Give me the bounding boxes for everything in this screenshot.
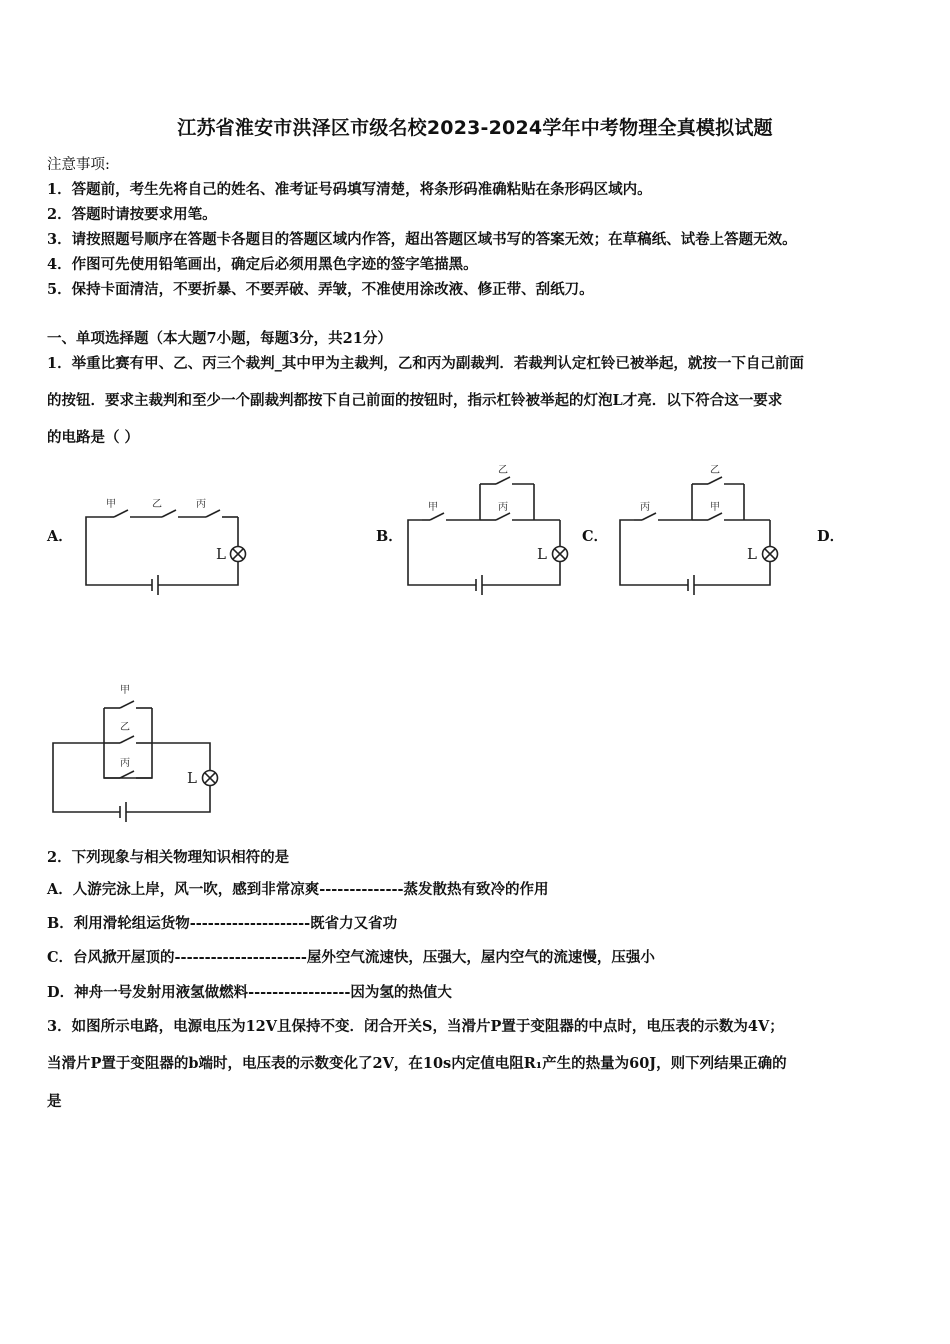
note-item-5: 5．保持卡面清洁，不要折暴、不要弄破、弄皱，不准使用涂改液、修正带、刮纸刀。: [47, 281, 594, 298]
circuit-d-switch-jia-label: 甲: [120, 685, 130, 696]
notes-heading: 注意事项:: [47, 157, 110, 173]
circuit-a-switch-yi-label: 乙: [152, 499, 162, 510]
circuit-d-switch-bing-label: 丙: [120, 758, 130, 769]
q3-stem-line-3: 是: [47, 1093, 62, 1110]
q2-option-b: B．利用滑轮组运货物--------------------既省力又省功: [47, 915, 398, 932]
section-heading: 一、单项选择题（本大题7小题，每题3分，共21分）: [47, 330, 392, 347]
page-title: 江苏省淮安市洪泽区市级名校2023-2024学年中考物理全真模拟试题: [177, 117, 773, 139]
circuit-d-diagram: [48, 680, 228, 820]
note-item-4: 4．作图可先使用铅笔画出，确定后必须用黑色字迹的签字笔描黑。: [47, 256, 478, 273]
circuit-b-lamp-label: L: [537, 545, 547, 563]
note-item-2: 2．答题时请按要求用笔。: [47, 206, 217, 223]
circuit-d-switch-yi-label: 乙: [120, 722, 130, 733]
circuit-b-switch-jia-label: 甲: [428, 502, 438, 513]
circuit-c-switch-jia-label: 甲: [710, 502, 720, 513]
q2-option-c: C．台风掀开屋顶的----------------------屋外空气流速快，压强大，屋内空气的流速慢，压强小: [47, 949, 655, 966]
q3-stem-line-1: 3．如图所示电路，电源电压为12V且保持不变．闭合开关S，当滑片P置于变阻器的中点时，电压表的示数为4V；: [47, 1018, 784, 1035]
circuit-c-diagram: [612, 460, 792, 595]
q1-option-a-label: A．: [47, 528, 73, 545]
note-item-1: 1．答题前，考生先将自己的姓名、准考证号码填写清楚，将条形码准确粘贴在条形码区域内。: [47, 181, 652, 198]
q2-option-a: A．人游完泳上岸，风一吹，感到非常凉爽--------------蒸发散热有致冷的作用: [47, 881, 549, 898]
q1-option-c-label: C．: [582, 528, 609, 545]
q1-stem-line-3: 的电路是（ ）: [47, 429, 140, 446]
circuit-b-switch-yi-label: 乙: [498, 465, 508, 476]
circuit-c-switch-bing-label: 丙: [640, 502, 650, 513]
circuit-c-lamp-label: L: [747, 545, 757, 563]
q1-option-d-label: D．: [817, 528, 845, 545]
q1-stem-line-1: 1．举重比赛有甲、乙、丙三个裁判_其中甲为主裁判，乙和丙为副裁判．若裁判认定杠铃已被举起，就按一下自己前面: [47, 355, 804, 372]
circuit-c-switch-yi-label: 乙: [710, 465, 720, 476]
circuit-a-diagram: [80, 495, 260, 595]
q2-option-d: D．神舟一号发射用液氢做燃料-----------------因为氢的热值大: [47, 984, 452, 1001]
q2-stem: 2．下列现象与相关物理知识相符的是: [47, 849, 290, 866]
circuit-d-lamp-label: L: [187, 769, 197, 787]
circuit-b-diagram: [400, 460, 580, 595]
circuit-a-switch-bing-label: 丙: [196, 499, 206, 510]
q3-stem-line-2: 当滑片P置于变阻器的b端时，电压表的示数变化了2V，在10s内定值电阻R₁产生的热量为60J，则下列结果正确的: [47, 1055, 787, 1072]
note-item-3: 3．请按照题号顺序在答题卡各题目的答题区域内作答，超出答题区域书写的答案无效；在草稿纸、试卷上答题无效。: [47, 231, 797, 248]
circuit-b-switch-bing-label: 丙: [498, 502, 508, 513]
circuit-a-lamp-label: L: [216, 545, 226, 563]
q1-option-b-label: B．: [376, 528, 403, 545]
q1-stem-line-2: 的按钮．要求主裁判和至少一个副裁判都按下自己前面的按钮时，指示杠铃被举起的灯泡L才亮．以下符合这一要求: [47, 392, 783, 409]
circuit-a-switch-jia-label: 甲: [106, 499, 116, 510]
